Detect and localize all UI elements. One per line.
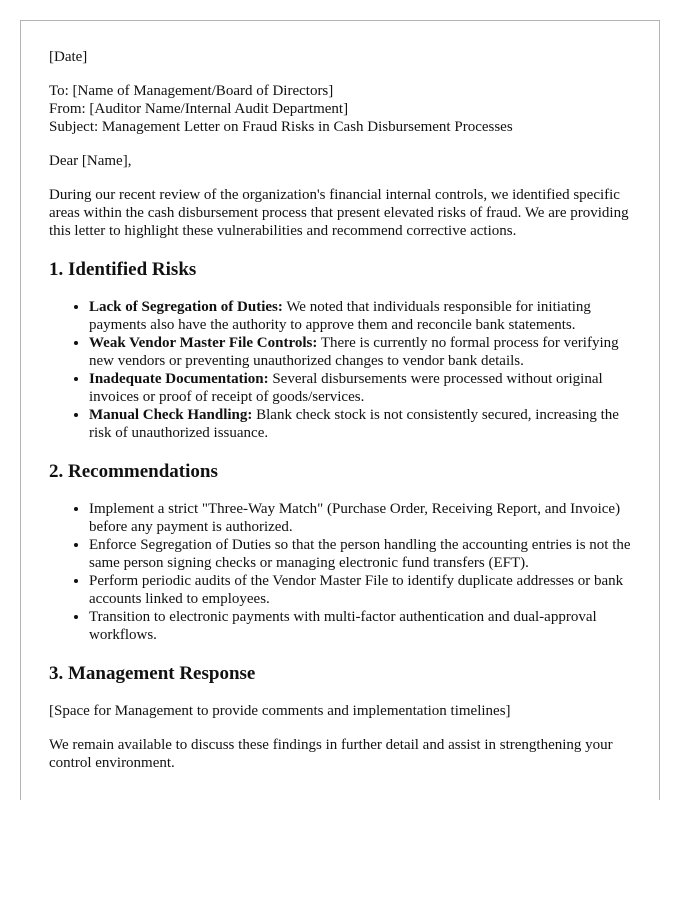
section-heading-recommendations: 2. Recommendations (49, 461, 218, 482)
letter-to: To: [Name of Management/Board of Directors] (49, 83, 334, 99)
risk-text: We noted that individuals responsible for initiating payments also have the authority to approve them and reconcile bank statements. (89, 299, 591, 333)
letter-page (20, 20, 660, 800)
list-item (89, 406, 631, 442)
letter-intro: During our recent review of the organization's financial internal controls, we identified specific areas within the cash disbursement process that present elevated risks of fraud. We are providing this letter to highlight these vulnerabilities and recommend corrective actions. (49, 187, 629, 239)
risk-text: Blank check stock is not consistently secured, increasing the risk of unauthorized issuance. (89, 407, 619, 441)
letter-from: From: [Auditor Name/Internal Audit Department] (49, 101, 349, 117)
risk-label: Lack of Segregation of Duties: (89, 299, 283, 315)
letter-subject: Subject: Management Letter on Fraud Risks in Cash Disbursement Processes (49, 119, 513, 135)
section-heading-response: 3. Management Response (49, 663, 256, 684)
list-item: • Perform periodic audits of the Vendor Master File to identify duplicate addresses or bank accounts linked to employees. (89, 572, 631, 608)
list-item (89, 334, 631, 370)
recommendations-list (49, 500, 631, 644)
risk-label: Manual Check Handling: (89, 407, 253, 423)
letter-header (49, 82, 631, 136)
risk-text: Several disbursements were processed without original invoices or proof of receipt of goods/services. (89, 371, 603, 405)
response-placeholder: [Space for Management to provide comments and implementation timelines] (49, 703, 511, 719)
list-item: • Enforce Segregation of Duties so that the person handling the accounting entries is not the same person signing checks or managing electronic fund transfers (EFT). (89, 536, 631, 572)
letter-closing: We remain available to discuss these findings in further detail and assist in strengthening your control environment. (49, 737, 613, 771)
risk-text: There is currently no formal process for verifying new vendors or preventing unauthorized changes to vendor bank details. (89, 335, 619, 369)
list-item (89, 370, 631, 406)
risk-label: Inadequate Documentation: (89, 371, 269, 387)
risk-label: Weak Vendor Master File Controls: (89, 335, 318, 351)
list-item (89, 298, 631, 334)
section-heading-risks: 1. Identified Risks (49, 259, 197, 280)
risks-list (49, 298, 631, 442)
letter-date: [Date] (49, 49, 88, 65)
list-item: • Implement a strict "Three-Way Match" (Purchase Order, Receiving Report, and Invoice) before any payment is authorized. (89, 500, 631, 536)
list-item: • Transition to electronic payments with multi-factor authentication and dual-approval workflows. (89, 608, 631, 644)
letter-salutation: Dear [Name], (49, 153, 132, 169)
